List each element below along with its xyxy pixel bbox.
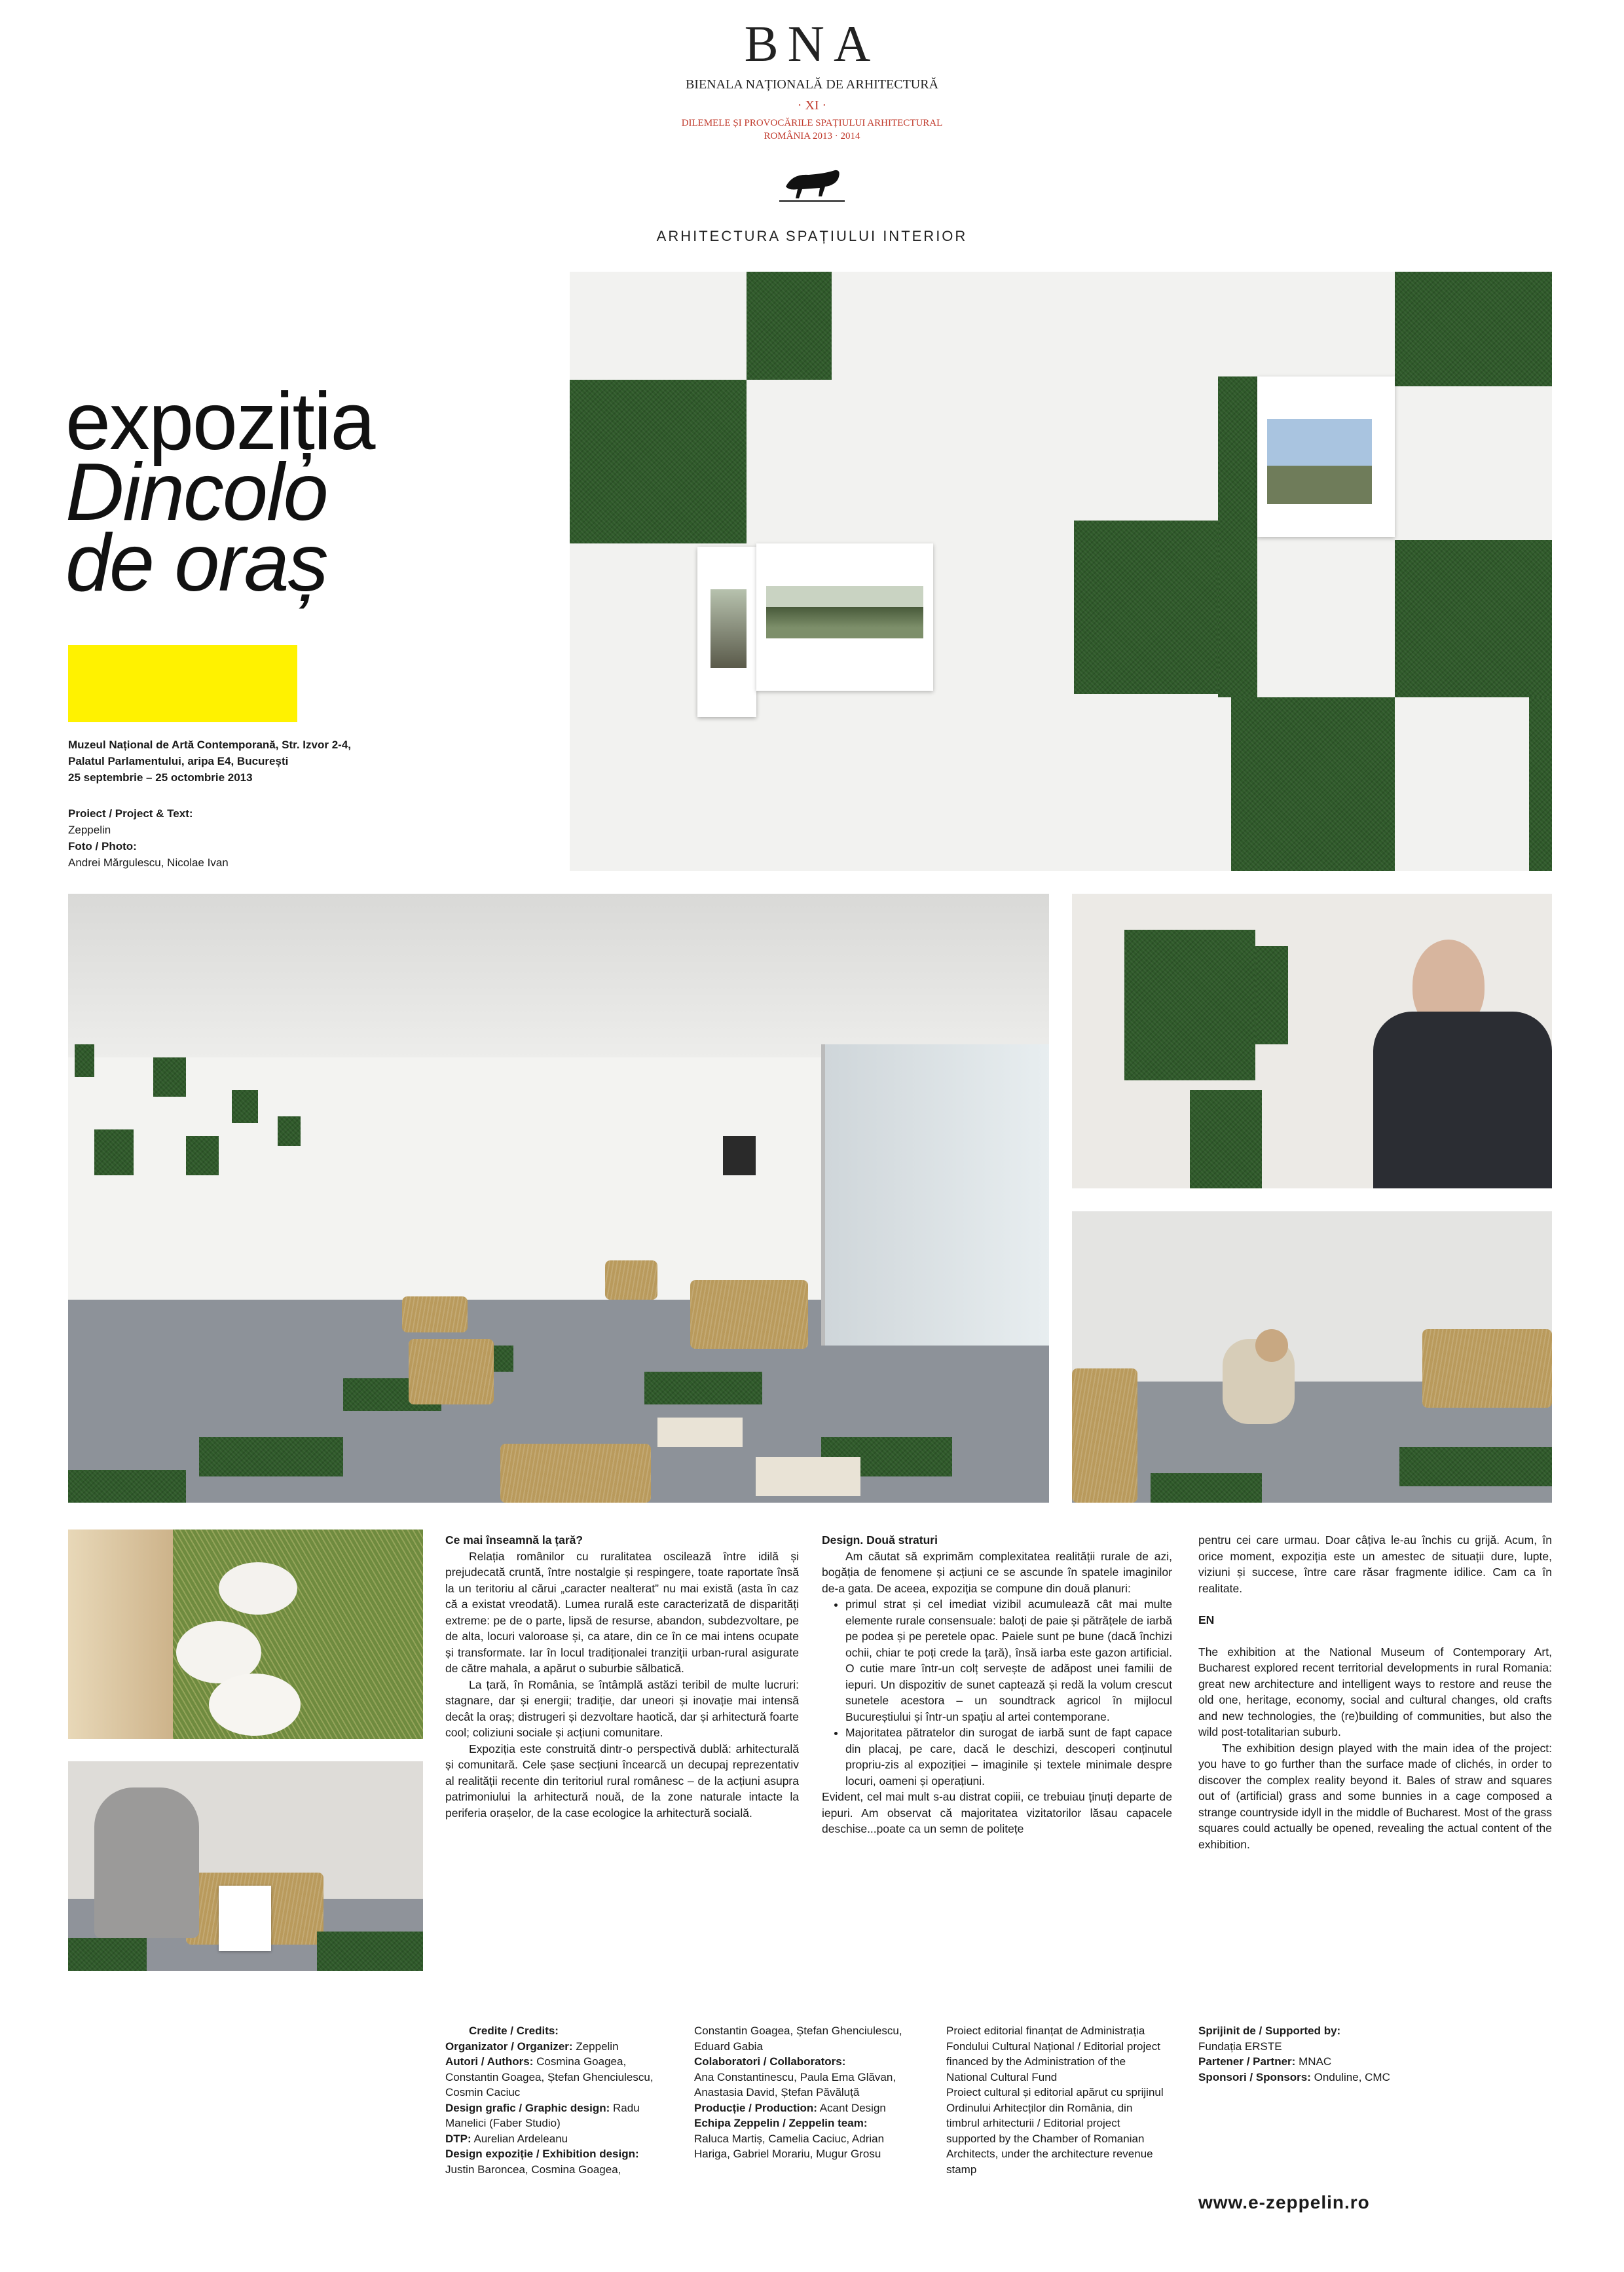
photo-child <box>1072 1211 1552 1503</box>
funding-note: Proiect editorial finanțat de Administrația Fondului Cultural Național / Editorial project financed by the Administration of the National Cultural Fund <box>946 2025 1160 2083</box>
credit-value: MNAC <box>1299 2055 1332 2068</box>
project-value: Zeppelin <box>68 824 111 836</box>
biennial-name: BIENALA NAȚIONALĂ DE ARHITECTURĂ <box>685 77 939 92</box>
list-item: • Majoritatea pătratelor din surogat de iarbă sunt de fapt capace din placaj, pe care, dacă le deschizi, descoperi conținutul propriu-zis al expoziției – imaginile și textele minimale despre locuri, oameni și operațiuni. <box>845 1725 1172 1789</box>
biennial-years: ROMÂNIA 2013 · 2014 <box>764 131 860 141</box>
article-paragraph-en: The exhibition design played with the main idea of the project: you have to go further than the surface made of clichés, in order to discover the complex reality beyond it. Bales of straw and squares out of (artificial) grass and some bunnies in a cage composed a strange countryside idyll in the middle of Bucharest. Most of the grass squares could actually be opened, revealing the actual content of the exhibition. <box>1198 1741 1552 1851</box>
article-paragraph: Evident, cel mai mult s-au distrat copiii, ce trebuiau ținuți departe de iepuri. Am observat că majoritatea vizitatorilor lăsau capacele deschise...poate ca un semn de politețe <box>822 1790 1172 1835</box>
list-item: • primul strat și cel imediat vizibil acumulează cât mai multe elemente rurale consensuale: baloți de paie și pătrățele de iarbă pe podea și pe peretele opac. Paiele sunt pe bune (dacă închizi ochii, chiar te poți crede la țară), însă iarba este gazon artificial. O cutie mare într-un colț servește de adăpost unei familii de iepuri. Un dispozitiv de sunet captează și redă la volum crescut sunetele acestora – un soundtrack agricol în mijlocul Bucureștiului și într-un spațiu al artei contemporane. <box>845 1596 1172 1725</box>
credit-value: Acant Design <box>819 2101 886 2114</box>
photo-kneeling-visitor <box>68 1761 423 1971</box>
exhibition-title <box>65 376 563 608</box>
english-heading: EN <box>1198 1613 1215 1626</box>
venue-info <box>68 737 435 786</box>
credit-label: Organizator / Organizer: <box>445 2040 573 2053</box>
photo-visitor <box>1072 894 1552 1188</box>
article-paragraph: Expoziția este construită dintr-o perspectivă dublă: arhitecturală și comunitară. Cele șase secțiuni încearcă un decupaj reprezentativ al realității recente din teritoriul rural românesc – de la acțiuni asupra patrimoniului la arhitectură nouă, de la zone naturale intacte la periferia orașelor, de la case ecologice la arhitectură socială. <box>445 1742 799 1820</box>
project-label: Proiect / Project & Text: <box>68 807 193 820</box>
credit-label: Autori / Authors: <box>445 2055 534 2068</box>
credit-value: Ana Constantinescu, Paula Ema Glăvan, Anastasia David, Ștefan Păvăluță <box>694 2070 896 2098</box>
project-credits <box>68 805 435 871</box>
credit-value: Aurelian Ardeleanu <box>473 2132 568 2145</box>
article-paragraph: Am căutat să exprimăm complexitatea realității rurale de azi, bogăția de fenomene și acțiuni ce se ascunde în spatele imaginilor de-a gata. De aceea, expoziția se compune din două planuri: <box>822 1549 1172 1595</box>
biennial-edition: · XI · <box>797 98 827 113</box>
credits-column-2 <box>694 2023 917 2162</box>
article-column-1 <box>445 1532 799 1821</box>
credit-value: Fundația ERSTE <box>1198 2040 1282 2053</box>
credit-value: Raluca Martiș, Camelia Caciuc, Adrian Hariga, Gabriel Morariu, Mugur Grosu <box>694 2132 885 2160</box>
photo-label: Foto / Photo: <box>68 840 137 852</box>
venue-dates: 25 septembrie – 25 octombrie 2013 <box>68 771 253 784</box>
section-heading-ro-2: Design. Două straturi <box>822 1533 938 1547</box>
funding-note: Proiect cultural și editorial apărut cu sprijinul Ordinului Arhitecților din România, din timbrul arhitecturii / Editorial project supported by the Chamber of Romanian Architects, under the architecture revenue stamp <box>946 2086 1164 2176</box>
venue-line-2: Palatul Parlamentului, aripa E4, București <box>68 755 289 767</box>
bna-logo: BNA <box>744 15 880 72</box>
photo-rabbits <box>68 1530 423 1739</box>
article-column-2 <box>822 1532 1172 1837</box>
title-line-2: Dincolo <box>65 447 327 538</box>
credit-label: Producție / Production: <box>694 2101 817 2114</box>
credit-label: Partener / Partner: <box>1198 2055 1296 2068</box>
credit-label: Echipa Zeppelin / Zeppelin team: <box>694 2117 868 2129</box>
article-paragraph: Relația românilor cu ruralitatea oscilează între idilă și prejudecată cruntă, între nostalgie și respingere, toate raportate însă la un teritoriu al cărui „caracter nealterat” nu mai există (asta în caz că a existat vreodată). Lumea rurală este caracterizată de disparități extreme: pe de o parte, lipsă de resurse, abandon, subdezvoltare, pe de alta, locuri valoroase și, ca atare, din ce în ce mai intens ocupate și transformate. Iar în locul tradiționalei tranziții urban-rural asigurate de către mahala, a apărut o suburbie sălbatică. <box>445 1549 799 1675</box>
credit-label: Design expoziție / Exhibition design: <box>445 2148 639 2160</box>
credit-value: Constantin Goagea, Ștefan Ghenciulescu, Eduard Gabia <box>694 2025 902 2053</box>
credit-value: Zeppelin <box>576 2040 619 2053</box>
photo-gallery-hall <box>68 894 1049 1503</box>
credit-value: Onduline, CMC <box>1314 2070 1390 2083</box>
credit-label: Design grafic / Graphic design: <box>445 2101 610 2114</box>
title-line-1: expoziția <box>65 376 375 467</box>
credits-column-3 <box>946 2023 1169 2177</box>
photo-value: Andrei Mărgulescu, Nicolae Ivan <box>68 856 229 869</box>
article-paragraph-en: The exhibition at the National Museum of Contemporary Art, Bucharest explored recent territorial developments in rural Romania: great new architecture and intelligent ways to restore and reuse the old one, heritage, economy, social and cultural changes, old crafts and new technologies, the (re)building of communities, but also the wild post-totalitarian suburb. <box>1198 1645 1552 1738</box>
credit-label: Sprijinit de / Supported by: <box>1198 2025 1341 2037</box>
venue-line-1: Muzeul Național de Artă Contemporană, Str. Izvor 2-4, <box>68 739 351 751</box>
credit-value: Radu Manelici (Faber Studio) <box>445 2101 640 2129</box>
website-link[interactable]: www.e-zeppelin.ro <box>1198 2192 1370 2212</box>
credit-label: Colaboratori / Collaborators: <box>694 2055 846 2068</box>
title-line-3: de oraș <box>65 518 327 608</box>
credits-heading: Credite / Credits: <box>469 2025 559 2037</box>
design-layers-list <box>822 1596 1172 1789</box>
section-title: ARHITECTURA SPAȚIULUI INTERIOR <box>656 228 968 244</box>
biennial-theme: DILEMELE ȘI PROVOCĂRILE SPAȚIULUI ARHITECTURAL <box>681 118 943 128</box>
article-paragraph: La țară, în România, se întâmplă astăzi teribil de multe lucruri: stagnare, dar și energii; tradiție, dar uneori și inovație mai intensă decât la oraș; distrugeri și dezvoltare haotică, dar și arhitectură foarte cool; coliziuni sociale și acțiuni comunitare. <box>445 1677 799 1739</box>
credit-value: Justin Baroncea, Cosmina Goagea, <box>445 2163 621 2176</box>
section-heading-ro-1: Ce mai înseamnă la țară? <box>445 1533 583 1547</box>
article-paragraph: pentru cei care urmau. Doar câțiva le-au închis cu grijă. Acum, în orice moment, expoziția este un amestec de situații dure, lupte, viziuni și succese, între care răsar fragmente idilice. Cam ca în realitate. <box>1198 1533 1552 1595</box>
credits-column-1 <box>445 2023 668 2177</box>
credit-label: Sponsori / Sponsors: <box>1198 2070 1311 2083</box>
photo-grass-wall <box>570 272 1552 871</box>
credit-value: Cosmina Goagea, Constantin Goagea, Ștefan Ghenciulescu, Cosmin Caciuc <box>445 2055 654 2098</box>
chair-icon <box>773 160 851 213</box>
credits-column-4 <box>1198 2023 1552 2085</box>
credit-label: DTP: <box>445 2132 471 2145</box>
accent-block <box>68 645 297 722</box>
article-column-3 <box>1198 1532 1552 1852</box>
